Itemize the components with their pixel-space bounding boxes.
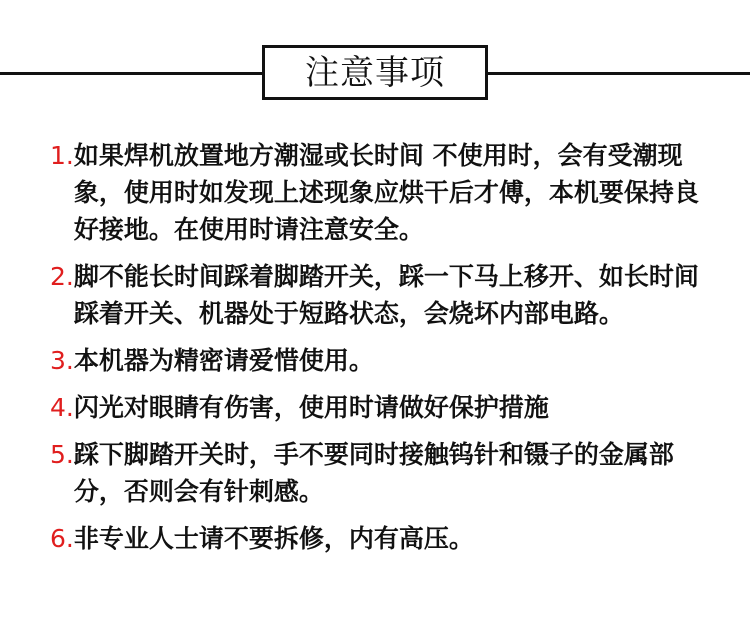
- note-number: 6.: [50, 524, 74, 553]
- note-number: 2.: [50, 262, 74, 291]
- note-item-6: [50, 520, 710, 557]
- note-text: 闪光对眼睛有伤害，使用时请做好保护措施: [73, 393, 549, 422]
- note-item-2: [50, 258, 710, 332]
- note-number: 4.: [50, 393, 74, 422]
- title-divider-right: [488, 72, 750, 75]
- note-text: 脚不能长时间踩着脚踏开关，踩一下马上移开、如长时间踩着开关、机器处于短路状态，会烧坏内部电路。: [73, 262, 699, 328]
- note-number: 1.: [50, 141, 74, 170]
- note-number: 3.: [50, 346, 74, 375]
- note-item-5: [50, 436, 710, 510]
- page-title: 注意事项: [305, 52, 445, 93]
- note-text: 非专业人士请不要拆修，内有高压。: [73, 524, 474, 553]
- note-item-3: [50, 342, 710, 379]
- title-divider-left: [0, 72, 262, 75]
- note-number: 5.: [50, 440, 74, 469]
- title-frame: [262, 45, 488, 100]
- note-text: 踩下脚踏开关时，手不要同时接触钨针和镊子的金属部分，否则会有针刺感。: [73, 440, 674, 506]
- note-item-4: [50, 389, 710, 426]
- note-text: 如果焊机放置地方潮湿或长时间 不使用时，会有受潮现象，使用时如发现上述现象应烘干后才傅，本机要保持良好接地。在使用时请注意安全。: [73, 141, 699, 244]
- notes-list: [50, 137, 710, 567]
- note-item-1: [50, 137, 710, 248]
- note-text: 本机器为精密请爱惜使用。: [73, 346, 374, 375]
